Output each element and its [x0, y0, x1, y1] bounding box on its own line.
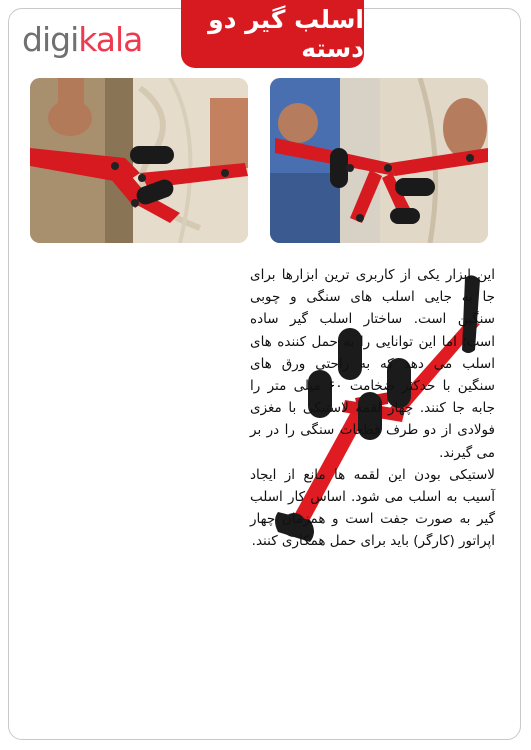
description-paragraph-1: این ابزار یکی از کاربری ترین ابزارها برای جا به جایی اسلب های سنگی و چوبی سنگین است. ساختار اسلب گیر ساده است؛ اما این توانایی را به حمل کننده های اسلب می دهد که به راحتی ورق های سنگین با حدکثر ضخامت ۶۰ میلی متر را جابه جا کنند. چهار لقمه لاستیکی با مغزی فولادی از دو طرف قطعات سنگی را در بر می گیرند.: [250, 267, 495, 461]
photo-slab-lifter-left: [30, 78, 248, 243]
logo-part-digi: digi: [22, 20, 79, 59]
description-paragraph-2: لاستیکی بودن این لقمه ها مانع از ایجاد آسیب به اسلب می شود. اساس کار اسلب گیر به صورت جفت است و همزمان چهار اپراتور (کارگر) باید برای حمل همکاری کنند.: [250, 466, 495, 550]
page-title-text: اسلب گیر دو دسته: [208, 5, 364, 63]
product-description: [250, 264, 495, 553]
logo-part-kala: kala: [78, 20, 143, 59]
photo-slab-lifter-right: [270, 78, 488, 243]
photo-left-image: [30, 78, 248, 243]
page-title: [181, 0, 364, 68]
photo-right-image: [270, 78, 488, 243]
brand-logo: [22, 20, 142, 59]
